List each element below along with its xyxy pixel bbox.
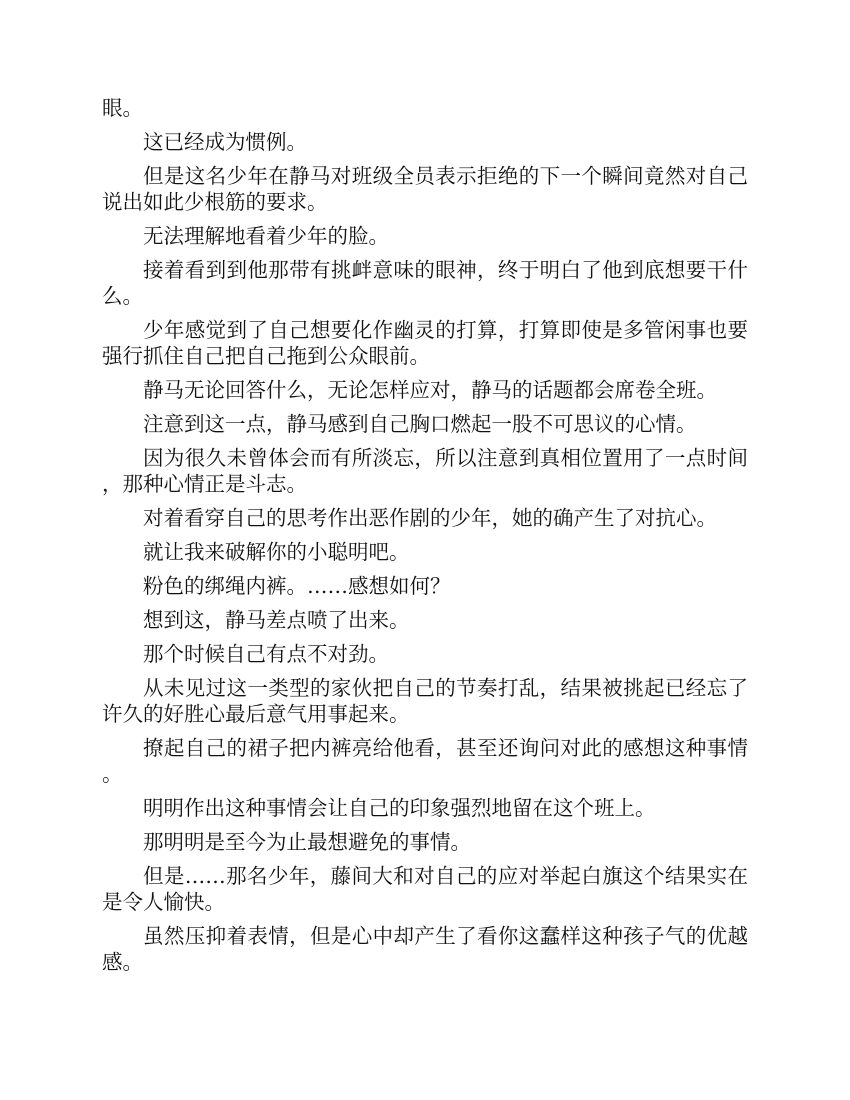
paragraph: 从未见过这一类型的家伙把自己的节奏打乱，结果被挑起已经忘了许久的好胜心最后意气用事起来。 [102, 676, 748, 726]
paragraph: 明明作出这种事情会让自己的印象强烈地留在这个班上。 [143, 796, 656, 820]
paragraph: 少年感觉到了自己想要化作幽灵的打算，打算即使是多管闲事也要强行抓住自己把自己拖到公众眼前。 [102, 318, 748, 368]
paragraph-continued: 眼。 [102, 96, 143, 120]
paragraph: 无法理解地看着少年的脸。 [143, 224, 389, 248]
paragraph: 注意到这一点，静马感到自己胸口燃起一股不可思议的心情。 [143, 412, 697, 436]
paragraph: 想到这，静马差点喷了出来。 [143, 608, 410, 632]
paragraph: 就让我来破解你的小聪明吧。 [143, 540, 410, 564]
paragraph: 静马无论回答什么，无论怎样应对，静马的话题都会席卷全班。 [143, 378, 717, 402]
paragraph: 接着看到到他那带有挑衅意味的眼神，终于明白了他到底想要干什么。 [102, 258, 748, 308]
paragraph: 但是这名少年在静马对班级全员表示拒绝的下一个瞬间竟然对自己说出如此少根筋的要求。 [102, 164, 748, 214]
paragraph: 那明明是至今为止最想避免的事情。 [143, 830, 471, 854]
paragraph: 因为很久未曾体会而有所淡忘，所以注意到真相位置用了一点时间，那种心情正是斗志。 [102, 446, 748, 496]
paragraph: 粉色的绑绳内裤。……感想如何？ [143, 574, 451, 598]
paragraph: 撩起自己的裙子把内裤亮给他看，甚至还询问对此的感想这种事情。 [102, 736, 748, 786]
paragraph: 这已经成为惯例。 [143, 130, 307, 154]
paragraph: 但是……那名少年，藤间大和对自己的应对举起白旗这个结果实在是令人愉快。 [102, 864, 748, 914]
paragraph: 虽然压抑着表情，但是心中却产生了看你这蠢样这种孩子气的优越感。 [102, 924, 748, 974]
document-page [102, 95, 748, 983]
paragraph: 那个时候自己有点不对劲。 [143, 642, 389, 666]
paragraph: 对着看穿自己的思考作出恶作剧的少年，她的确产生了对抗心。 [143, 506, 717, 530]
